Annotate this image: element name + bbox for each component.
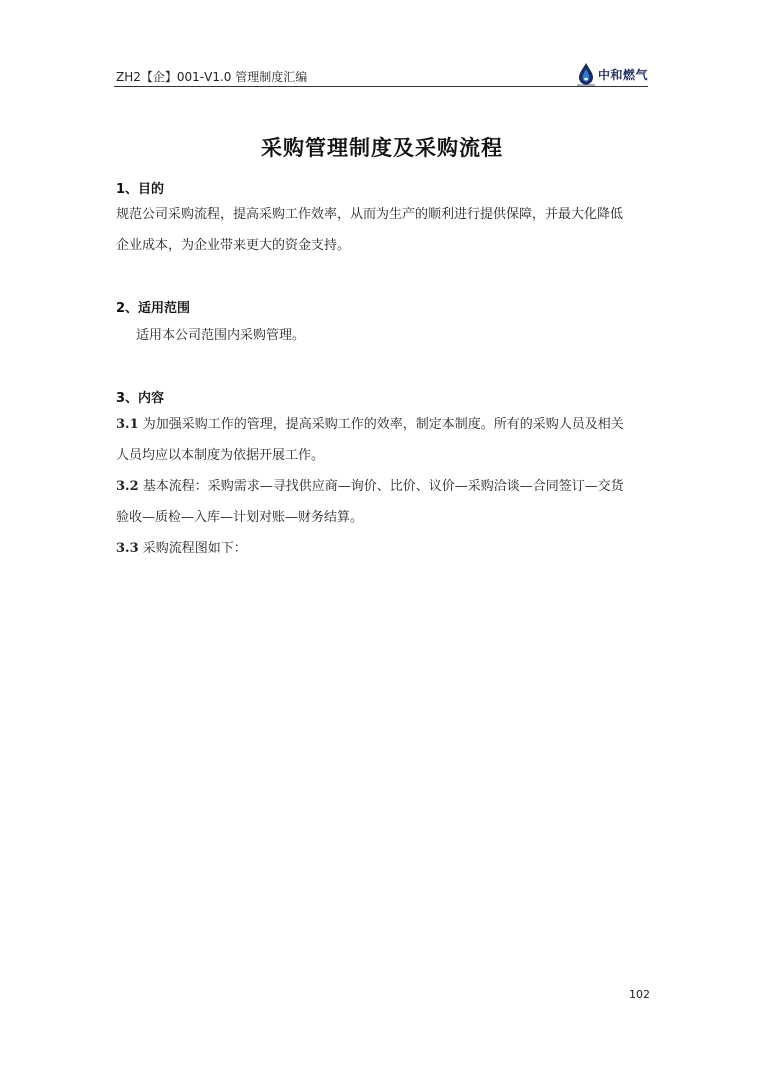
clause-3-2 [116,471,650,533]
clause-number: 3.2 [116,479,139,494]
section-paragraph [136,320,670,351]
clause-number: 3.3 [116,541,139,556]
header-doc-code: ZH2【企】001-V1.0 管理制度汇编 [116,70,308,84]
section-heading-purpose: 1、目的 [116,182,165,197]
paragraph-line: 适用本公司范围内采购管理。 [136,328,306,343]
paragraph-line: 采购流程图如下： [142,541,247,556]
logo-text: 中和燃气 [598,67,649,82]
paragraph-line: 人员均应以本制度为依据开展工作。 [116,448,325,463]
header-rule [114,86,648,87]
gas-flame-drop-icon [576,62,596,86]
section-heading-scope: 2、适用范围 [116,301,191,316]
page-number: 102 [629,988,650,1001]
paragraph-line: 企业成本，为企业带来更大的资金支持。 [116,238,351,253]
company-logo [576,62,648,86]
section-heading-content: 3、内容 [116,391,165,406]
paragraph-line: 为加强采购工作的管理，提高采购工作的效率，制定本制度。所有的采购人员及相关 [142,417,624,432]
section-paragraph [116,199,650,261]
clause-3-3 [116,533,650,564]
document-title: 采购管理制度及采购流程 [261,135,503,160]
paragraph-line: 基本流程：采购需求—寻找供应商—询价、比价、议价—采购洽谈—合同签订—交货 [142,479,624,494]
clause-number: 3.1 [116,417,139,432]
paragraph-line: 规范公司采购流程，提高采购工作效率，从而为生产的顺利进行提供保障，并最大化降低 [116,207,624,222]
clause-3-1 [116,409,650,471]
paragraph-line: 验收—质检—入库—计划对账—财务结算。 [116,510,364,525]
